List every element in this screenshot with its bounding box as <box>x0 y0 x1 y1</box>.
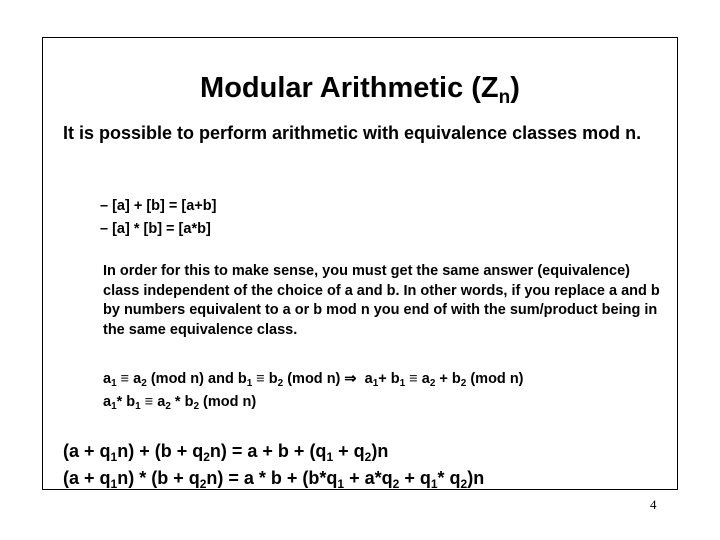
page-number: 4 <box>650 497 657 512</box>
explanation-paragraph: In order for this to make sense, you must get the same answer (equivalence) class independent of the choice of a and b. In other words, if you replace a and b by numbers equivalent to a or b mod n you end of with the sum/product being in the same equivalence class. <box>103 263 660 338</box>
implies-symbol: ⇒ <box>344 371 357 387</box>
slide-title: Modular Arithmetic $(Z_n)$ <box>200 72 520 108</box>
intro-text: It is possible to perform arithmetic with equivalence classes mod n. <box>63 123 642 143</box>
math-line-congruence-sum: $a_1 \equiv a_2$ (mod n) and $b_1 \equiv b_2$ (mod n) ⇒ $a_1+ b_1 \equiv a_2 + b_2$ (mod n) <box>103 371 524 389</box>
equation-product: $(a + q_1n) * (b + q_2n) = a * b + (b*q_1 + a*q_2 + q_1*$ $q_2)n$ <box>63 468 485 491</box>
equation-sum: $(a + q_1n) + (b + q_2n) = a + b + (q_1 + q_2)n$ <box>63 441 389 464</box>
math-line-congruence-product: $a_1*$ $b_1 \equiv a_2 * b_2$ (mod n) <box>103 394 257 412</box>
bullet-sum: – [a] + [b] = [a+b] <box>100 198 217 214</box>
bullet-product: – [a] * [b] = [a*b] <box>100 221 211 237</box>
